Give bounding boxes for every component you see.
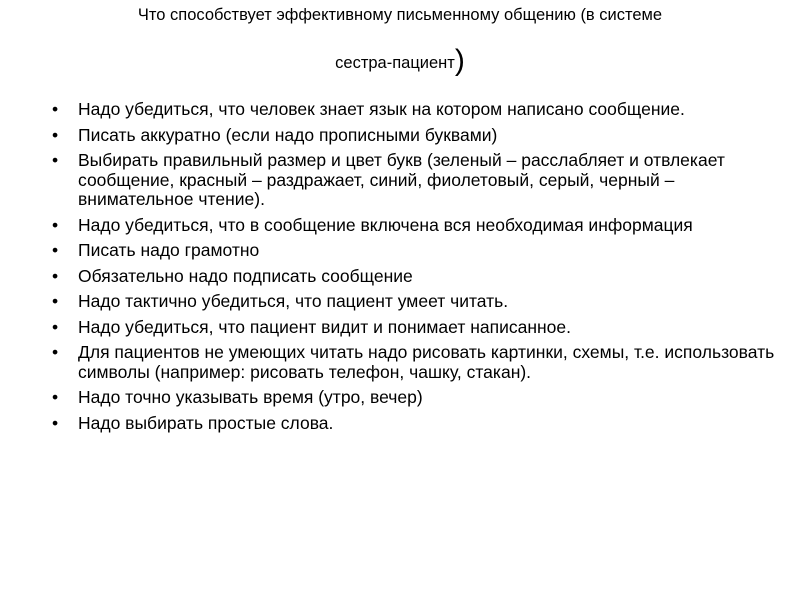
list-item: • Надо убедиться, что пациент видит и понимает написанное. <box>78 318 778 338</box>
list-item: • Надо убедиться, что в сообщение включена вся необходимая информация <box>78 216 778 236</box>
list-item: • Выбирать правильный размер и цвет букв (зеленый – расслабляет и отвлекает сообщение, красный – раздражает, синий, фиолетовый, серый, черный – внимательное чтение). <box>78 151 778 210</box>
list-item: • Писать аккуратно (если надо прописными буквами) <box>78 126 778 146</box>
title-line-2-text: сестра-пациент <box>335 54 455 72</box>
list-item: • Надо тактично убедиться, что пациент умеет читать. <box>78 292 778 312</box>
title-line-2 <box>40 44 760 77</box>
title-closing-paren: ) <box>454 44 465 77</box>
bullet-list <box>78 100 778 439</box>
list-item: • Обязательно надо подписать сообщение <box>78 267 778 287</box>
slide-title <box>40 4 760 77</box>
title-line-1: Что способствует эффективному письменному общению (в системе <box>137 6 663 24</box>
list-item: • Надо выбирать простые слова. <box>78 414 778 434</box>
list-item: • Надо убедиться, что человек знает язык на котором написано сообщение. <box>78 100 778 120</box>
list-item: • Для пациентов не умеющих читать надо рисовать картинки, схемы, т.е. использовать символы (например: рисовать телефон, чашку, стакан). <box>78 343 778 382</box>
list-item: • Писать надо грамотно <box>78 241 778 261</box>
list-item: • Надо точно указывать время (утро, вечер) <box>78 388 778 408</box>
